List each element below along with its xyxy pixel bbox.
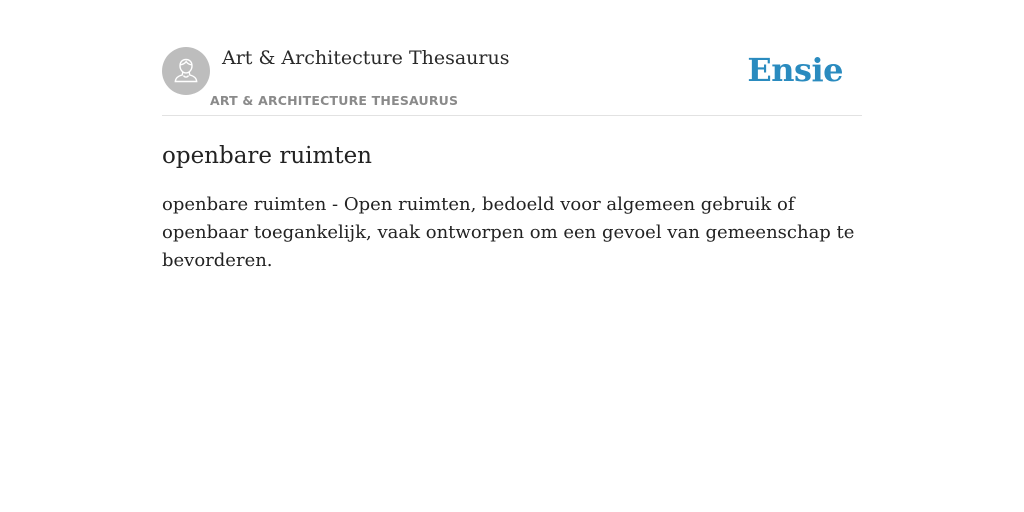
entry-card: [162, 46, 862, 275]
author-name[interactable]: Art & Architecture Thesaurus: [222, 47, 510, 69]
entry-definition: openbare ruimten - Open ruimten, bedoeld voor algemeen gebruik of openbaar toegankelijk, vaak ontworpen om een gevoel van gemeenschap te bevorderen.: [162, 194, 855, 271]
entry-title: openbare ruimten: [162, 143, 372, 169]
entry-header: [162, 46, 862, 116]
user-silhouette-icon: [171, 56, 201, 86]
brand-logo[interactable]: Ensie: [747, 51, 843, 89]
avatar[interactable]: [162, 47, 210, 95]
source-label: ART & ARCHITECTURE THESAURUS: [210, 93, 459, 108]
